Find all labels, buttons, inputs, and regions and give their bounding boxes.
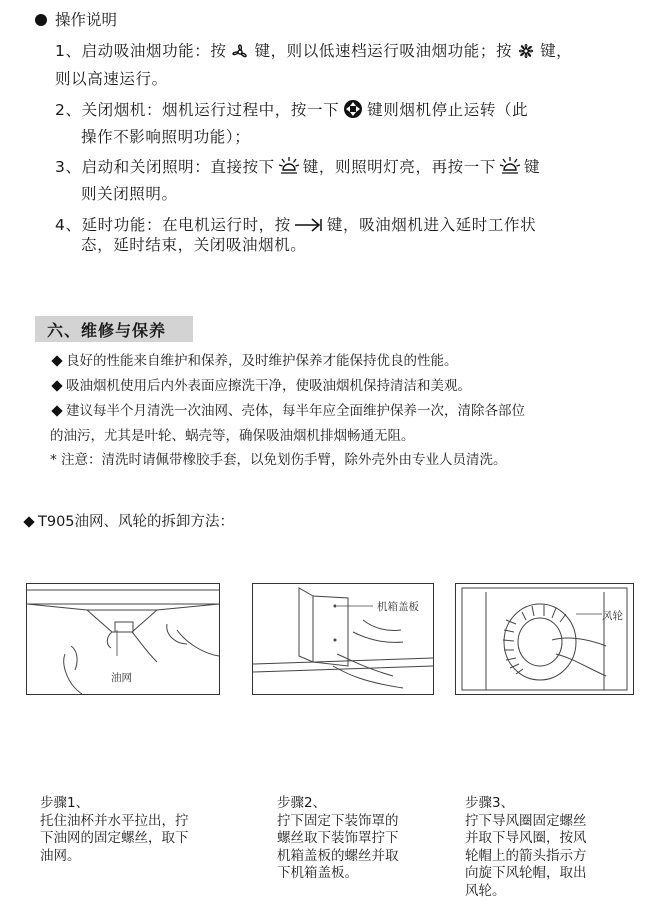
operation-item-1-cont: 则以高速运行。 [55,70,168,88]
fan-low-icon [229,42,251,66]
operation-title: 操作说明 [55,11,118,29]
step-2 [277,795,399,883]
step-text: 下机箱盖板。 [277,865,358,881]
figure-label: 机箱盖板 [377,601,419,613]
disassembly-title [22,512,234,532]
step-text: 向旋下风轮帽，取出 [465,865,587,881]
maintenance-line-3 [50,401,525,421]
figure-label: 风轮 [602,610,623,622]
figure-oil-filter [26,583,220,695]
item-text: 键，则以低速档运行吸油烟功能；按 [254,42,513,60]
maintenance-text: 建议每半个月清洗一次油网、壳体，每半年应全面维护保养一次，清除各部位 [66,403,525,419]
operation-item-3 [55,156,540,182]
diamond-bullet-icon [51,355,62,366]
operation-item-3-cont: 则关闭照明。 [81,185,178,203]
step-text: 下油网的固定螺丝，取下 [40,830,189,846]
item-number: 2、 [55,101,82,119]
item-text: 键，吸油烟机进入延时工作状 [326,216,537,234]
item-text: 启动吸油烟功能：按 [81,42,227,60]
step-title: 步骤3、 [465,795,515,811]
figure-fan-wheel [455,583,634,695]
step-title: 步骤1、 [40,795,90,811]
step-text: 拧下固定下装饰罩的 [277,812,399,829]
step-text: 风轮。 [465,882,506,899]
item-text: 键则烟机停止运转（此 [367,101,529,119]
step-1 [40,795,189,865]
maintenance-text: 良好的性能来自维护和保养，及时维护保养才能保持优良的性能。 [66,353,458,369]
step-text: 轮帽上的箭头指示方 [465,847,587,864]
diamond-bullet-icon [51,405,62,416]
step-text: 托住油杯并水平拉出，拧 [40,812,189,829]
maintenance-text: 吸油烟机使用后内外表面应擦洗干净，使吸油烟机保持清洁和美观。 [66,378,471,394]
maintenance-note: * 注意：清洗时请佩带橡胶手套，以免划伤手臂，除外壳外由专业人员清洗。 [50,452,507,468]
diamond-bullet-icon [23,516,34,527]
item-text: 键， [540,42,573,60]
item-number: 3、 [55,158,82,176]
step-title: 步骤2、 [277,795,327,811]
item-text: 键，则照明灯亮，再按一下 [302,158,496,176]
item-number: 4、 [55,216,82,234]
step-text: 螺丝取下装饰罩拧下 [277,830,399,846]
figure-label: 油网 [111,672,132,684]
figure-cover-plate [252,583,434,695]
light-icon [278,156,300,182]
fan-wheel-illustration [456,584,633,694]
operation-item-4-cont: 态，延时结束，关闭吸油烟机。 [81,236,307,254]
operation-item-2 [55,99,528,125]
diamond-bullet-icon [51,380,62,391]
item-text: 延时功能：在电机运行时，按 [81,216,291,234]
item-text: 关闭烟机：烟机运行过程中，按一下 [81,101,340,119]
item-text: 键 [523,158,541,176]
step-text: 并取下导风圈，按风 [465,830,587,846]
operation-item-1 [55,40,572,66]
section-bullet [35,14,47,26]
step-text: 油网。 [40,847,81,864]
maintenance-line-2 [50,376,471,396]
item-text: 启动和关闭照明：直接按下 [81,158,275,176]
step-3 [465,795,587,900]
fan-high-icon [515,42,537,66]
step-text: 机箱盖板的螺丝并取 [277,847,399,864]
operation-item-2-cont: 操作不影响照明功能）； [81,128,251,146]
item-number: 1、 [55,42,82,60]
power-off-icon [342,99,364,125]
light-icon [499,156,521,182]
maintenance-line-4: 的油污，尤其是叶轮、蜗壳等，确保吸油烟机排烟畅通无阻。 [50,428,415,444]
maintenance-line-1 [50,351,458,371]
step-text: 拧下导风圈固定螺丝 [465,812,587,829]
maintenance-heading [35,316,193,342]
maintenance-title: 六、维修与保养 [47,321,167,340]
disassembly-title-text: T905油网、风轮的拆卸方法： [38,514,235,530]
